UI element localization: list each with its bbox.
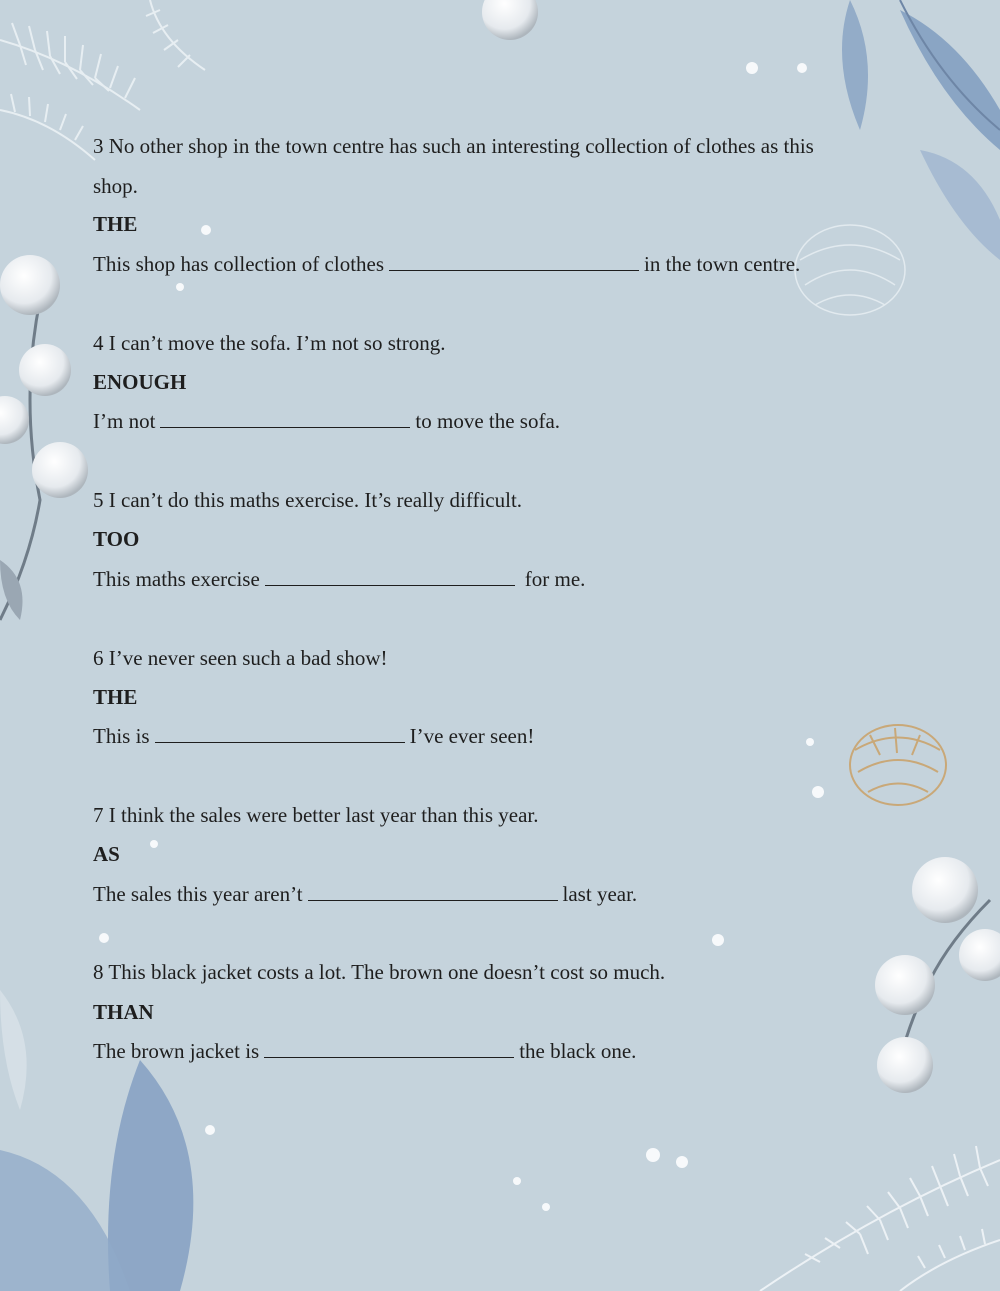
answer-line [93, 723, 534, 749]
keyword: AS [93, 842, 120, 866]
answer-blank[interactable] [160, 409, 410, 428]
answer-blank[interactable] [389, 252, 639, 271]
keyword: ENOUGH [93, 370, 187, 394]
answer-text-before: The sales this year aren’t [93, 882, 303, 906]
answer-line [93, 1038, 636, 1064]
answer-text-before: The brown jacket is [93, 1039, 260, 1063]
answer-text-before: I’m not [93, 409, 156, 433]
question-prompt: 6 I’ve never seen such a bad show! [93, 646, 388, 670]
question-prompt-continued: shop. [93, 174, 138, 198]
answer-blank[interactable] [308, 882, 558, 901]
question-prompt: 5 I can’t do this maths exercise. It’s really difficult. [93, 488, 523, 512]
answer-text-before: This maths exercise [93, 567, 260, 591]
answer-text-before: This shop has collection of clothes [93, 252, 385, 276]
answer-blank[interactable] [155, 724, 405, 743]
answer-text-after: to move the sofa. [415, 409, 561, 433]
answer-text-before: This is [93, 724, 150, 748]
question-prompt: 3 No other shop in the town centre has such an interesting collection of clothes as this [93, 134, 814, 158]
keyword: THE [93, 212, 138, 236]
answer-text-after: I’ve ever seen! [409, 724, 535, 748]
answer-blank[interactable] [265, 567, 515, 586]
answer-text-after: in the town centre. [644, 252, 801, 276]
answer-blank[interactable] [264, 1039, 514, 1058]
question-prompt: 4 I can’t move the sofa. I’m not so strong. [93, 331, 446, 355]
answer-line [93, 408, 560, 434]
answer-line [93, 881, 637, 907]
answer-text-after: for me. [524, 567, 586, 591]
answer-text-after: the black one. [519, 1039, 637, 1063]
answer-text-after: last year. [562, 882, 638, 906]
keyword: THAN [93, 1000, 154, 1024]
answer-line [93, 566, 585, 592]
question-prompt: 8 This black jacket costs a lot. The brown one doesn’t cost so much. [93, 960, 666, 984]
question-prompt: 7 I think the sales were better last year than this year. [93, 803, 539, 827]
answer-line [93, 251, 800, 277]
keyword: THE [93, 685, 138, 709]
keyword: TOO [93, 527, 140, 551]
